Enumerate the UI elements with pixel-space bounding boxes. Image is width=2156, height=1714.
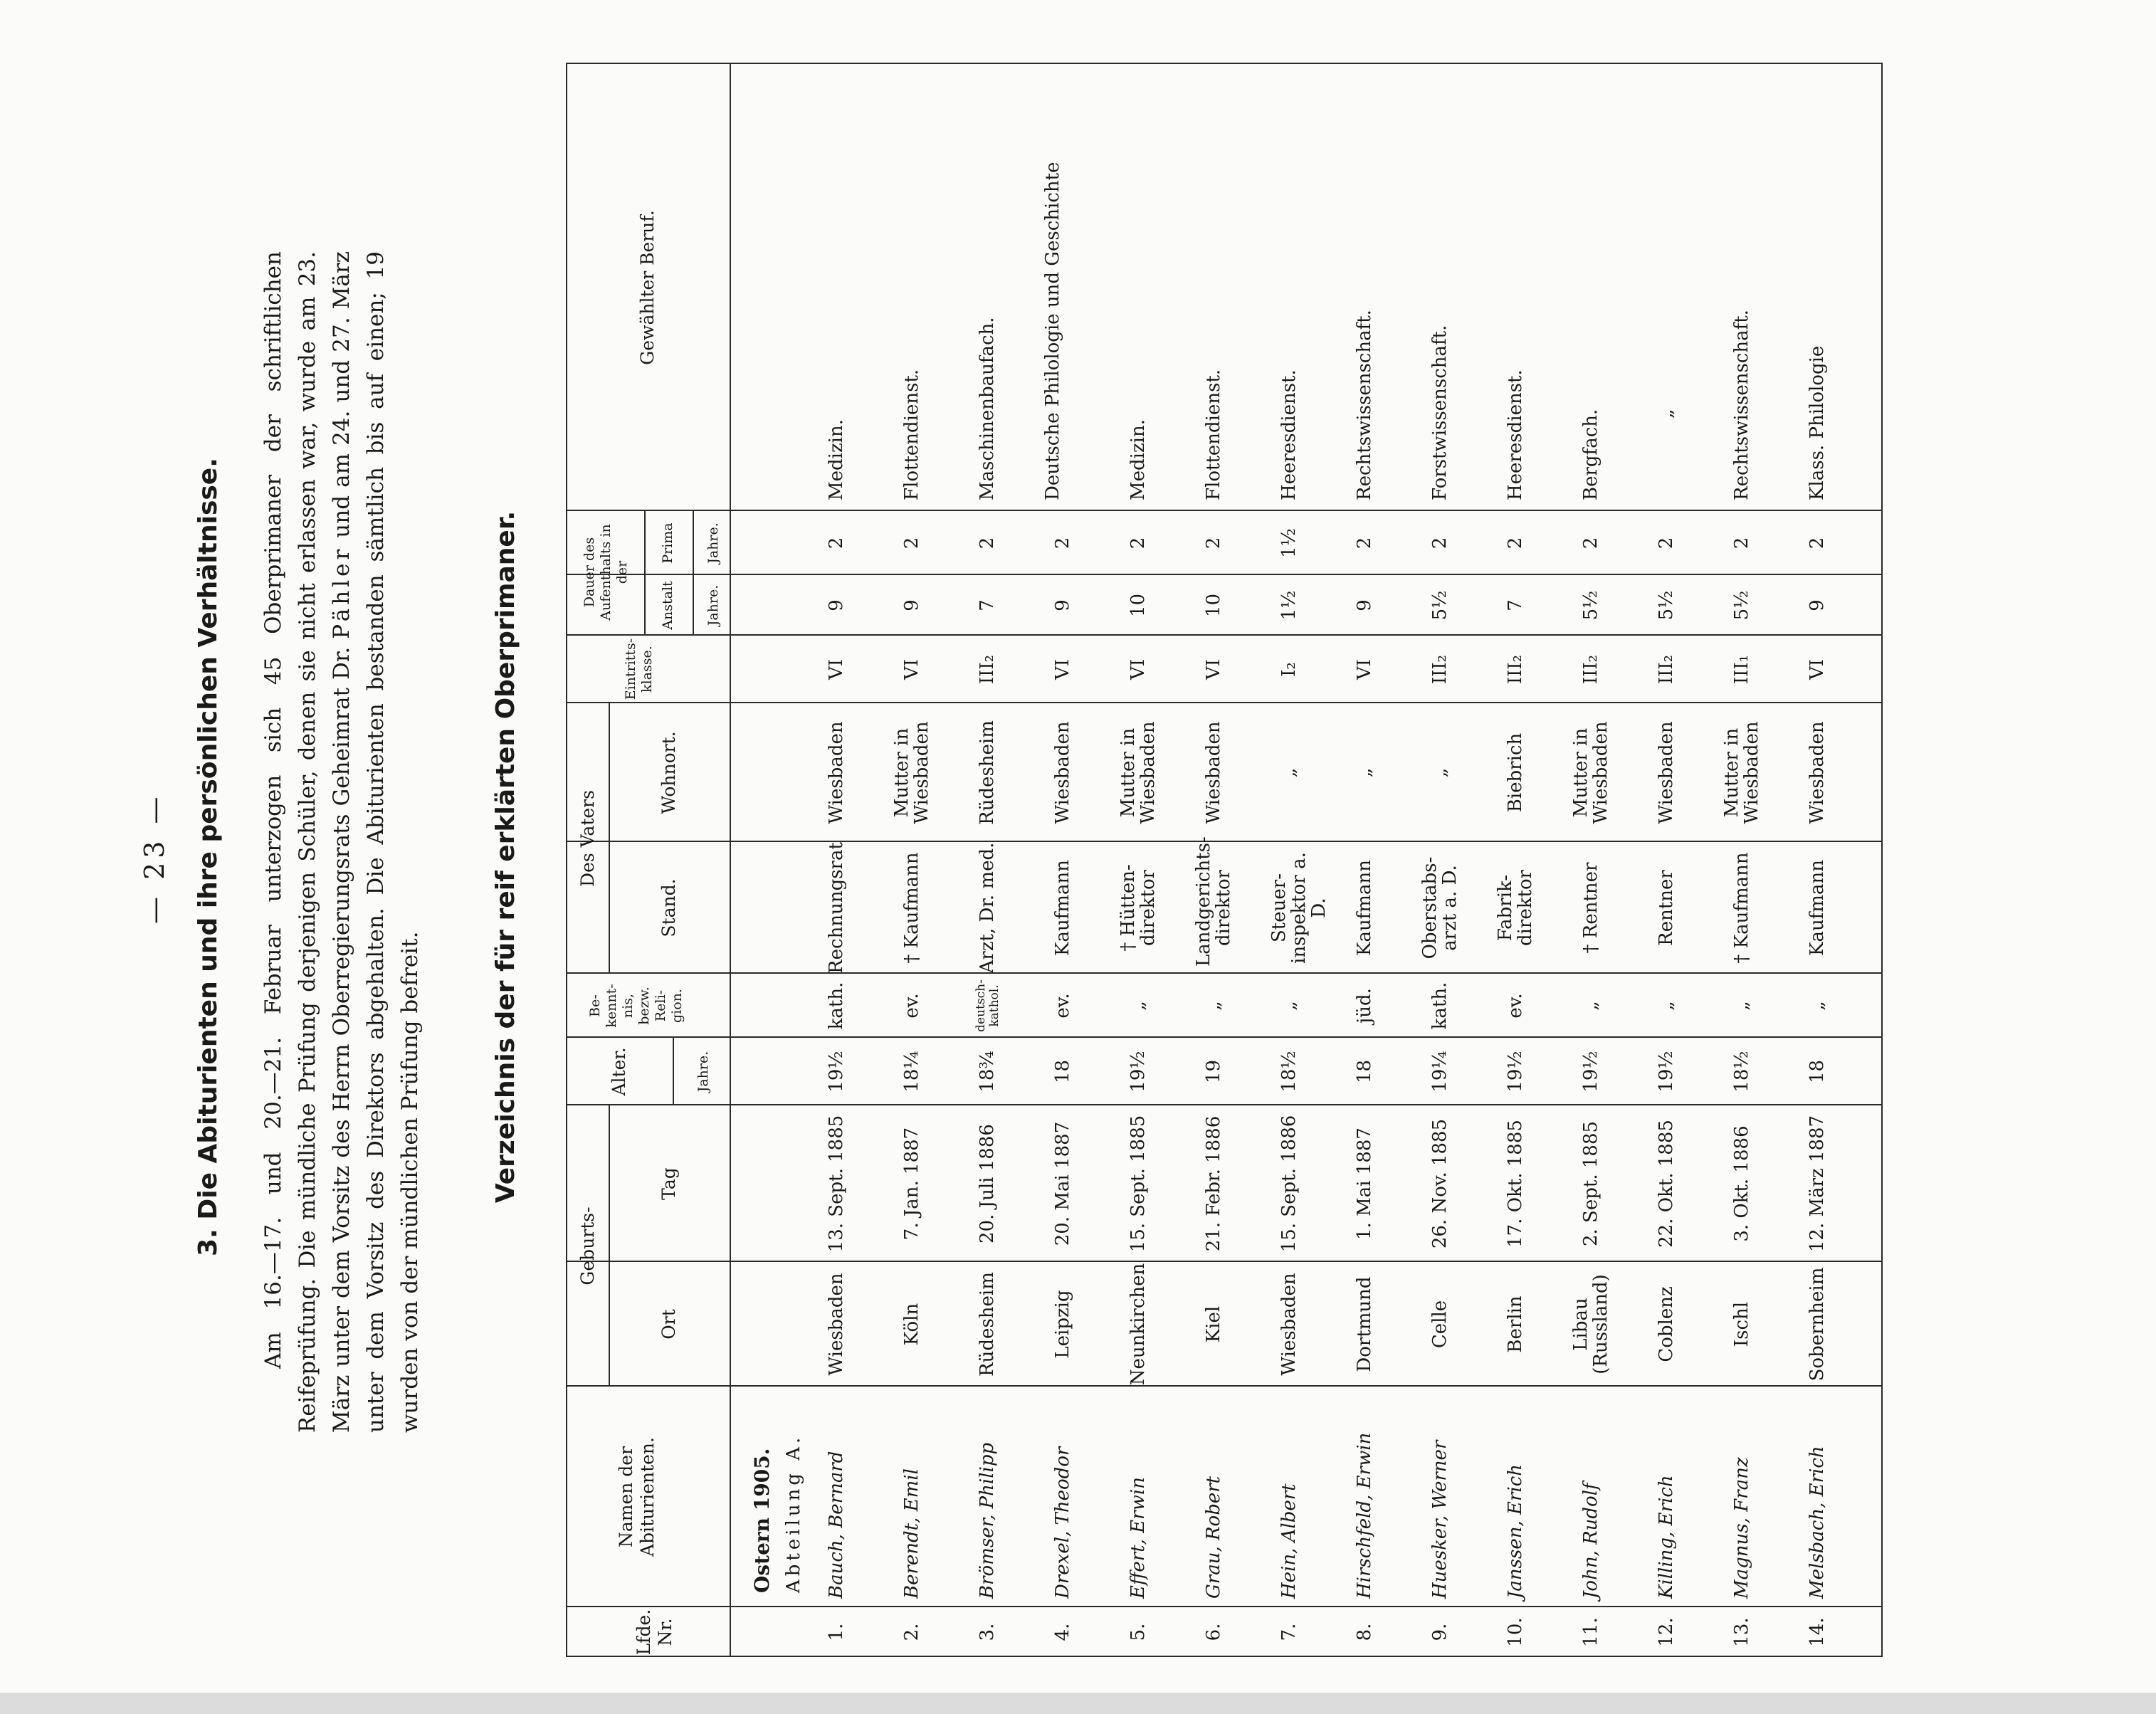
header-name: Namen der Abiturienten. <box>616 1437 658 1557</box>
row-religion: deutsch-kathol. <box>974 979 1001 1032</box>
row-birth-place: Celle <box>1429 1300 1451 1349</box>
header-rule <box>730 63 731 1657</box>
row-birth-place: Wiesbaden <box>1278 1273 1300 1376</box>
header-nr: Lfde. Nr. <box>633 1609 675 1656</box>
register-table <box>566 63 1883 1657</box>
row-father-residence: Mutter in Wiesbaden <box>1721 721 1762 824</box>
row-prima-years: 1½ <box>1278 528 1300 558</box>
row-entry-class: VI <box>1807 658 1828 680</box>
table-row <box>1336 63 1411 1657</box>
row-birth-day: 15. Sept. 1885 <box>1127 1115 1149 1253</box>
intro-paragraph <box>256 251 427 1433</box>
row-school-years: 9 <box>1354 599 1375 611</box>
row-entry-class: III₂ <box>977 654 998 685</box>
row-father-status: Fabrik-direktor <box>1495 869 1536 947</box>
row-name: Effert, Erwin <box>1127 1477 1149 1599</box>
row-school-years: 5½ <box>1429 590 1451 621</box>
row-name: Hein, Albert <box>1278 1483 1300 1599</box>
row-prima-years: 2 <box>1354 537 1375 550</box>
row-birth-day: 1. Mai 1887 <box>1354 1127 1375 1240</box>
row-religion: ev. <box>901 993 922 1019</box>
row-nr: 13. <box>1731 1617 1752 1647</box>
row-age: 18 <box>1354 1059 1375 1084</box>
row-prima-years: 2 <box>826 537 847 550</box>
row-age: 19½ <box>1580 1051 1602 1093</box>
row-entry-class: VI <box>1203 658 1224 680</box>
row-birth-place: Kiel <box>1203 1305 1224 1343</box>
row-entry-class: III₂ <box>1580 654 1602 685</box>
row-birth-place: Rüdesheim <box>977 1272 998 1377</box>
row-prima-years: 2 <box>977 537 998 550</box>
header-entry-class: Eintritts- klasse. <box>623 638 655 700</box>
row-father-status: Landgerichts-direktor <box>1193 836 1234 967</box>
row-entry-class: VI <box>826 658 847 680</box>
row-nr: 12. <box>1656 1617 1677 1647</box>
header-religion: Be- kennt- nis, bezw. Reli- gion. <box>587 984 685 1028</box>
row-father-status: † Rentner <box>1580 862 1602 954</box>
row-school-years: 9 <box>826 599 847 611</box>
row-birth-day: 12. März 1887 <box>1807 1115 1828 1253</box>
row-age: 19½ <box>1505 1051 1526 1093</box>
row-birth-day: 21. Febr. 1886 <box>1203 1115 1224 1252</box>
header-birth-day: Tag <box>658 1167 679 1200</box>
row-nr: 4. <box>1052 1623 1073 1641</box>
row-father-status: Rentner <box>1656 870 1677 946</box>
row-father-residence: Mutter in Wiesbaden <box>1570 721 1611 824</box>
page-number: — 23 — <box>139 792 170 924</box>
row-birth-place: Sobernheim <box>1807 1267 1828 1382</box>
row-birth-place: Leipzig <box>1052 1290 1073 1359</box>
table-border-top <box>566 63 567 1657</box>
row-prima-years: 2 <box>1580 537 1602 550</box>
row-school-years: 5½ <box>1731 590 1752 621</box>
row-age: 19½ <box>1656 1051 1677 1093</box>
table-row <box>1110 63 1185 1657</box>
row-prima-years: 2 <box>1203 537 1224 550</box>
header-father: Des Vaters <box>577 790 598 887</box>
row-name: Berendt, Emil <box>901 1468 922 1599</box>
row-career: Flottendienst. <box>1203 369 1224 500</box>
table-row <box>1411 63 1487 1657</box>
row-father-residence: Wiesbaden <box>1203 721 1224 824</box>
row-birth-place: Köln <box>901 1303 922 1346</box>
row-religion: „ <box>1127 1001 1149 1011</box>
row-school-years: 9 <box>1052 599 1073 611</box>
row-nr: 2. <box>901 1623 922 1641</box>
row-career: Rechtswissenschaft. <box>1354 310 1375 500</box>
row-name: Hirschfeld, Erwin <box>1354 1432 1375 1599</box>
table-row <box>1261 63 1336 1657</box>
header-stay-school: Anstalt <box>660 581 675 630</box>
table-row <box>959 63 1034 1657</box>
row-name: Bauch, Bernard <box>826 1451 847 1599</box>
row-age: 18½ <box>1731 1051 1752 1093</box>
row-religion: „ <box>1278 1001 1300 1011</box>
row-entry-class: III₂ <box>1429 654 1451 685</box>
row-school-years: 5½ <box>1656 590 1677 621</box>
row-religion: ev. <box>1052 993 1073 1019</box>
row-birth-day: 3. Okt. 1886 <box>1731 1125 1752 1242</box>
row-nr: 14. <box>1807 1617 1828 1647</box>
row-birth-day: 17. Okt. 1885 <box>1505 1120 1526 1248</box>
row-school-years: 5½ <box>1580 590 1602 621</box>
row-religion: ev. <box>1505 993 1526 1019</box>
row-father-status: Steuer-inspektor a. D. <box>1268 852 1330 964</box>
row-birth-day: 2. Sept. 1885 <box>1580 1120 1602 1247</box>
row-career: Bergfach. <box>1580 409 1602 500</box>
row-career: Forstwissenschaft. <box>1429 325 1451 500</box>
row-name: Melsbach, Erich <box>1807 1446 1828 1599</box>
row-father-status: Arzt, Dr. med. <box>977 842 998 974</box>
row-father-residence: „ <box>1278 767 1300 778</box>
intro-text-2: und am 24. und 27. März unter dem Vorsitz des Direktors abgehalten. Die Abiturienten bestanden sämtlich bis auf einen; 19 wurden von der mündlichen Prüfung befreit. <box>329 251 423 1433</box>
row-school-years: 7 <box>977 599 998 611</box>
table-title: Verzeichnis der für reif erklärten Oberprimaner. <box>491 510 520 1204</box>
row-father-status: Kaufmann <box>1052 860 1073 956</box>
row-birth-day: 15. Sept. 1886 <box>1278 1115 1300 1253</box>
row-nr: 11. <box>1580 1617 1602 1647</box>
row-religion: „ <box>1731 1001 1752 1011</box>
header-stay-prima-unit: Jahre. <box>705 522 721 564</box>
row-entry-class: VI <box>1127 658 1149 680</box>
row-father-residence: Wiesbaden <box>1807 721 1828 824</box>
row-career: Medizin. <box>1127 419 1149 500</box>
row-birth-day: 20. Mai 1887 <box>1052 1121 1073 1246</box>
table-row <box>1034 63 1110 1657</box>
row-father-residence: Biebrich <box>1505 732 1526 813</box>
row-nr: 3. <box>977 1623 998 1641</box>
row-entry-class: III₁ <box>1731 654 1752 685</box>
row-nr: 6. <box>1203 1623 1224 1641</box>
row-religion: „ <box>1656 1001 1677 1011</box>
row-father-status: Kaufmann <box>1354 860 1375 956</box>
row-name: John, Rudolf <box>1580 1483 1602 1599</box>
table-row <box>808 63 883 1657</box>
row-age: 18¾ <box>977 1051 998 1093</box>
row-school-years: 1½ <box>1278 590 1300 621</box>
row-birth-place: Coblenz <box>1656 1286 1677 1362</box>
row-birth-day: 13. Sept. 1885 <box>826 1115 847 1253</box>
row-nr: 8. <box>1354 1623 1375 1641</box>
table-row <box>1638 63 1713 1657</box>
scan-bottom-edge <box>0 1693 2156 1714</box>
row-career: Rechtswissenschaft. <box>1731 310 1752 500</box>
row-birth-place: Wiesbaden <box>826 1273 847 1376</box>
row-entry-class: III₂ <box>1505 654 1526 685</box>
row-birth-day: 20. Juli 1886 <box>977 1124 998 1244</box>
row-school-years: 7 <box>1505 599 1526 611</box>
row-name: Janssen, Erich <box>1505 1463 1526 1599</box>
table-row <box>1789 63 1864 1657</box>
row-father-status: Oberstabs-arzt a. D. <box>1419 856 1461 959</box>
header-age-unit: Jahre. <box>695 1051 711 1093</box>
row-entry-class: VI <box>901 658 922 680</box>
row-age: 19 <box>1203 1059 1224 1084</box>
row-father-residence: „ <box>1354 767 1375 778</box>
row-birth-day: 26. Nov. 1885 <box>1429 1118 1451 1249</box>
table-row <box>1487 63 1562 1657</box>
row-nr: 1. <box>826 1623 847 1641</box>
table-row <box>1562 63 1638 1657</box>
table-border-bottom <box>1881 63 1883 1657</box>
group-term: Ostern 1905. <box>750 1448 774 1593</box>
row-father-residence: Rüdesheim <box>977 720 998 825</box>
row-career: Flottendienst. <box>901 369 922 500</box>
intro-text-1: Am 16.—17. und 20.—21. Februar unterzogen sich 45 Oberprimaner der schriftlichen Reifeprüfung. Die mündliche Prüfung derjenigen Schüler, denen sie nicht erlassen war, wurde am 23. März unter dem Vorsitz des Herrn Oberregierungsrats Geheimrat Dr. <box>261 251 354 1433</box>
row-father-residence: „ <box>1429 767 1451 778</box>
row-school-years: 10 <box>1203 593 1224 618</box>
row-father-residence: Wiesbaden <box>1656 721 1677 824</box>
row-father-status: Rechnungsrat <box>826 842 847 974</box>
row-nr: 5. <box>1127 1623 1149 1641</box>
row-father-status: † Hütten-direktor <box>1118 864 1159 952</box>
row-career: „ <box>1656 409 1677 419</box>
table-row <box>1713 63 1789 1657</box>
header-career: Gewählter Beruf. <box>637 210 658 365</box>
row-name: Magnus, Franz <box>1731 1457 1752 1599</box>
row-age: 18¼ <box>901 1051 922 1093</box>
row-prima-years: 2 <box>901 537 922 550</box>
subheader-rule-age <box>673 1036 674 1105</box>
row-prima-years: 2 <box>1731 537 1752 550</box>
table-row <box>1185 63 1261 1657</box>
row-age: 19½ <box>826 1051 847 1093</box>
row-name: Brömser, Philipp <box>977 1442 998 1599</box>
row-age: 18½ <box>1278 1051 1300 1093</box>
row-career: Klass. Philologie <box>1807 345 1828 500</box>
header-stay-prima: Prima <box>660 522 675 564</box>
header-stay: Dauer des Aufenthalts in der <box>582 524 630 621</box>
header-father-residence: Wohnort. <box>658 731 679 814</box>
section-heading: 3. Die Abiturienten und ihre persönlichen Verhältnisse. <box>194 458 223 1256</box>
row-father-status: Kaufmann <box>1807 860 1828 956</box>
row-father-residence: Mutter in Wiesbaden <box>891 721 932 824</box>
row-age: 19½ <box>1127 1051 1149 1093</box>
header-stay-school-unit: Jahre. <box>705 584 721 626</box>
row-father-residence: Wiesbaden <box>826 721 847 824</box>
row-religion: „ <box>1580 1001 1602 1011</box>
row-nr: 9. <box>1429 1623 1451 1641</box>
row-entry-class: I₂ <box>1278 662 1300 677</box>
row-birth-day: 22. Okt. 1885 <box>1656 1120 1677 1248</box>
row-religion: jüd. <box>1354 988 1375 1024</box>
row-nr: 10. <box>1505 1617 1526 1647</box>
header-father-status: Stand. <box>658 878 679 937</box>
row-name: Grau, Robert <box>1203 1476 1224 1599</box>
row-father-status: † Kaufmann <box>901 852 922 964</box>
row-father-residence: Wiesbaden <box>1052 721 1073 824</box>
subheader-rule-birth <box>609 1104 610 1387</box>
header-birth: Geburts- <box>577 1206 598 1286</box>
row-prima-years: 2 <box>1127 537 1149 550</box>
group-division: Abteilung A. <box>783 1434 804 1593</box>
subheader-rule-stay <box>644 510 646 636</box>
row-career: Heeresdienst. <box>1505 369 1526 500</box>
row-entry-class: III₂ <box>1656 654 1677 685</box>
row-father-status: † Kaufmann <box>1731 852 1752 964</box>
subheader-rule-stay-unit <box>693 510 694 636</box>
row-name: Killing, Erich <box>1656 1475 1677 1599</box>
row-prima-years: 2 <box>1052 537 1073 550</box>
row-name: Drexel, Theodor <box>1052 1446 1073 1599</box>
row-school-years: 9 <box>901 599 922 611</box>
row-religion: „ <box>1203 1001 1224 1011</box>
spaced-name: Pähler <box>329 545 354 639</box>
row-birth-place: Neunkirchen <box>1127 1263 1149 1386</box>
header-age: Alter. <box>609 1047 629 1096</box>
row-religion: „ <box>1807 1001 1828 1011</box>
row-religion: kath. <box>826 982 847 1030</box>
row-entry-class: VI <box>1052 658 1073 680</box>
row-birth-place: Dortmund <box>1354 1276 1375 1372</box>
row-career: Medizin. <box>826 419 847 500</box>
row-prima-years: 2 <box>1656 537 1677 550</box>
row-age: 18 <box>1807 1059 1828 1084</box>
row-age: 18 <box>1052 1059 1073 1084</box>
row-religion: kath. <box>1429 982 1451 1030</box>
row-school-years: 9 <box>1807 599 1828 611</box>
row-career: Maschinenbaufach. <box>977 317 998 500</box>
row-prima-years: 2 <box>1807 537 1828 550</box>
row-entry-class: VI <box>1354 658 1375 680</box>
row-birth-place: Libau (Russland) <box>1570 1274 1611 1374</box>
row-prima-years: 2 <box>1429 537 1451 550</box>
row-nr: 7. <box>1278 1623 1300 1641</box>
row-prima-years: 2 <box>1505 537 1526 550</box>
row-birth-place: Berlin <box>1505 1295 1526 1353</box>
table-row <box>883 63 959 1657</box>
row-career: Deutsche Philologie und Geschichte <box>1042 162 1063 500</box>
row-birth-day: 7. Jan. 1887 <box>901 1127 922 1241</box>
row-age: 19¼ <box>1429 1051 1451 1093</box>
row-father-residence: Mutter in Wiesbaden <box>1118 721 1159 824</box>
row-name: Huesker, Werner <box>1429 1440 1451 1599</box>
subheader-rule-father <box>609 702 610 974</box>
row-school-years: 10 <box>1127 593 1149 618</box>
header-birth-place: Ort <box>658 1309 679 1340</box>
row-birth-place: Ischl <box>1731 1301 1752 1347</box>
row-career: Heeresdienst. <box>1278 369 1300 500</box>
